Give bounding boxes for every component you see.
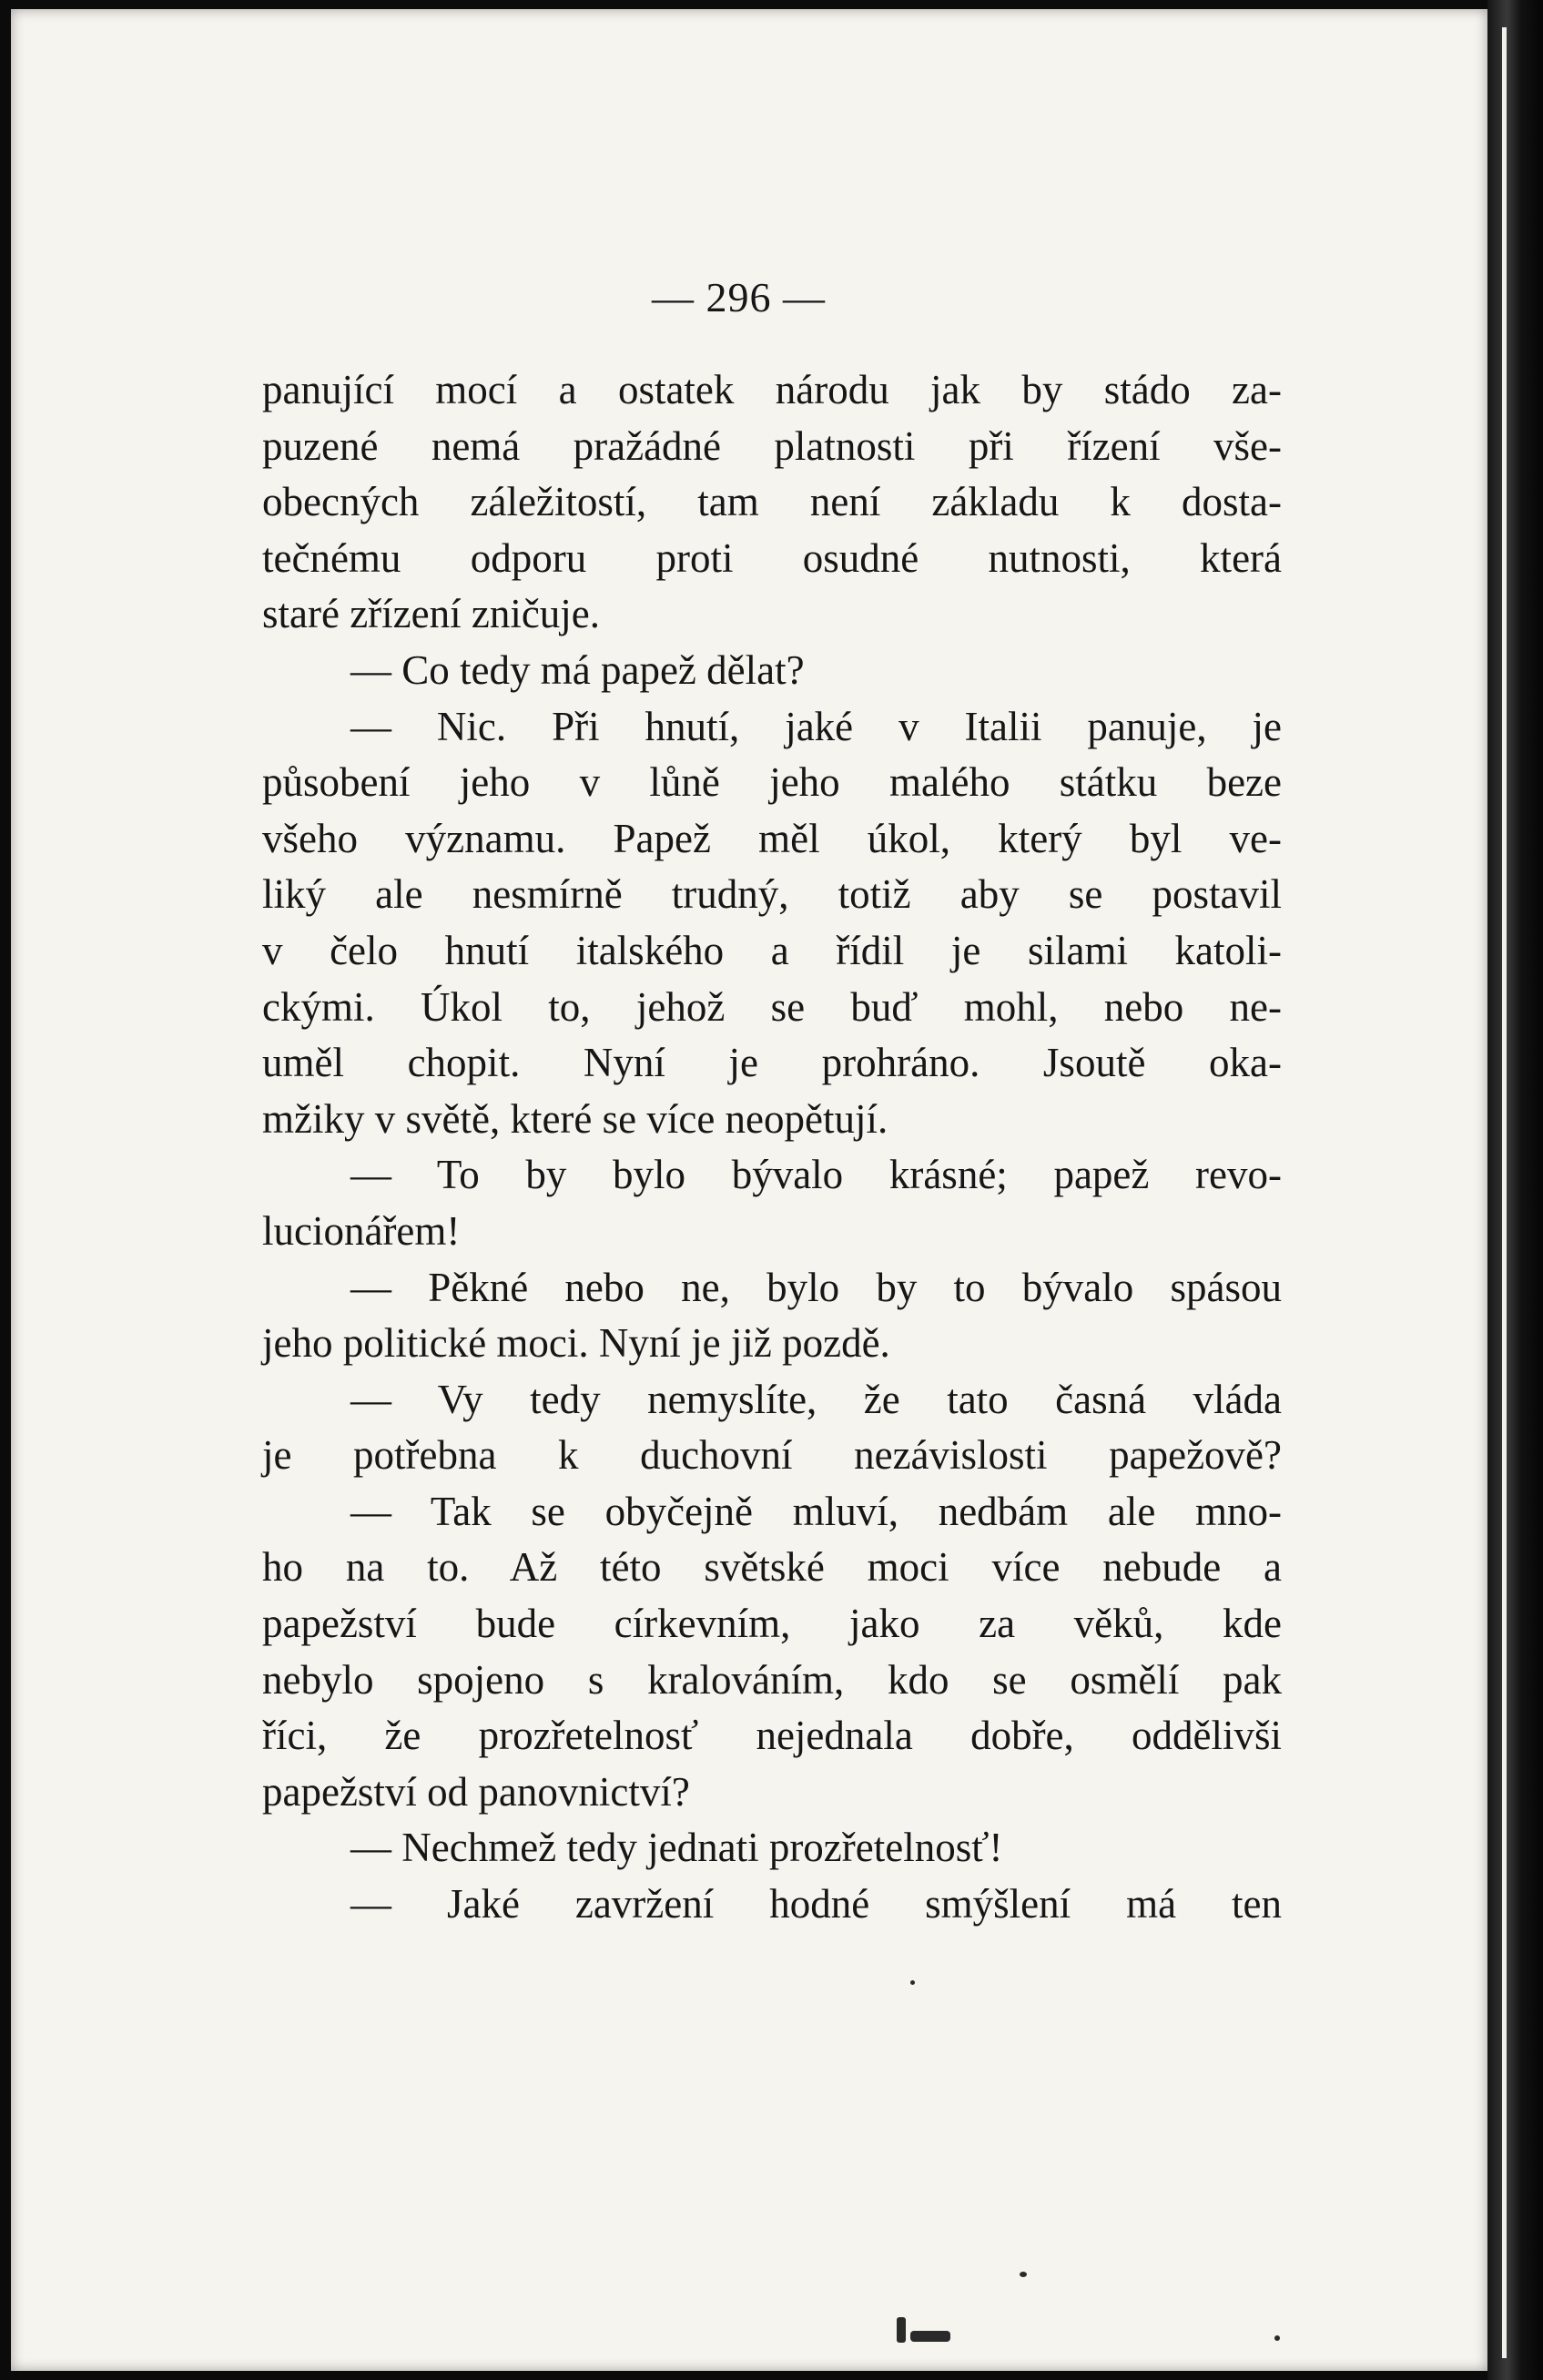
scan-speck xyxy=(1274,2335,1280,2341)
text-line: — Pěkné nebo ne, bylo by to bývalo spásou xyxy=(350,1264,1282,1310)
text-line: papežství bude církevním, jako za věků, kde xyxy=(262,1601,1282,1647)
text-line: staré zřízení zničuje. xyxy=(262,591,601,637)
text-line: — Jaké zavržení hodné smýšlení má ten xyxy=(350,1881,1282,1927)
text-line: ho na to. Až této světské moci více nebude a xyxy=(262,1544,1282,1591)
text-line: ckými. Úkol to, jehož se buď mohl, nebo ne- xyxy=(262,983,1282,1030)
body-text xyxy=(262,362,1282,1933)
text-line: mžiky v světě, které se více neopětují. xyxy=(262,1095,888,1142)
text-line: lucionářem! xyxy=(262,1207,461,1254)
text-line: — Co tedy má papež dělat? xyxy=(350,646,805,693)
text-line: všeho významu. Papež měl úkol, který byl ve- xyxy=(262,815,1282,861)
text-line: — To by bylo bývalo krásné; papež revo- xyxy=(350,1152,1282,1198)
scan-speck xyxy=(910,1980,915,1985)
text-line: liký ale nesmírně trudný, totiž aby se postavil xyxy=(262,871,1282,918)
scan-speck xyxy=(910,2331,950,2342)
page-edge-line xyxy=(1502,27,1507,2358)
text-line: nebylo spojeno s kralováním, kdo se osmělí pak xyxy=(262,1656,1282,1703)
text-line: jeho politické moci. Nyní je již pozdě. xyxy=(262,1320,890,1367)
text-line: tečnému odporu proti osudné nutnosti, která xyxy=(262,534,1282,581)
text-line: působení jeho v lůně jeho malého státku beze xyxy=(262,759,1282,806)
scan-speck xyxy=(1020,2272,1027,2277)
text-line: panující mocí a ostatek národu jak by stádo za- xyxy=(262,367,1282,412)
text-line: — Nechmež tedy jednati prozřetelnosť! xyxy=(350,1825,1003,1871)
text-line: je potřebna k duchovní nezávislosti papežově? xyxy=(262,1432,1282,1479)
text-line: — Tak se obyčejně mluví, nedbám ale mno- xyxy=(350,1488,1282,1534)
book-edge-shadow xyxy=(1487,0,1543,2380)
text-line: — Vy tedy nemyslíte, že tato časná vláda xyxy=(350,1376,1282,1422)
scan-speck xyxy=(897,2317,906,2343)
text-line: papežství od panovnictví? xyxy=(262,1768,690,1815)
text-line: uměl chopit. Nyní je prohráno. Jsoutě oka- xyxy=(262,1040,1282,1086)
text-line: obecných záležitostí, tam není základu k dosta- xyxy=(262,479,1282,525)
text-line: říci, že prozřetelnosť nejednala dobře, oddělivši xyxy=(262,1713,1282,1759)
page-number: — 296 — xyxy=(652,274,826,320)
text-line: — Nic. Při hnutí, jaké v Italii panuje, je xyxy=(350,703,1282,749)
text-line: v čelo hnutí italského a řídil je silami katoli- xyxy=(262,927,1282,973)
text-line: puzené nemá pražádné platnosti při řízení vše- xyxy=(262,422,1282,469)
